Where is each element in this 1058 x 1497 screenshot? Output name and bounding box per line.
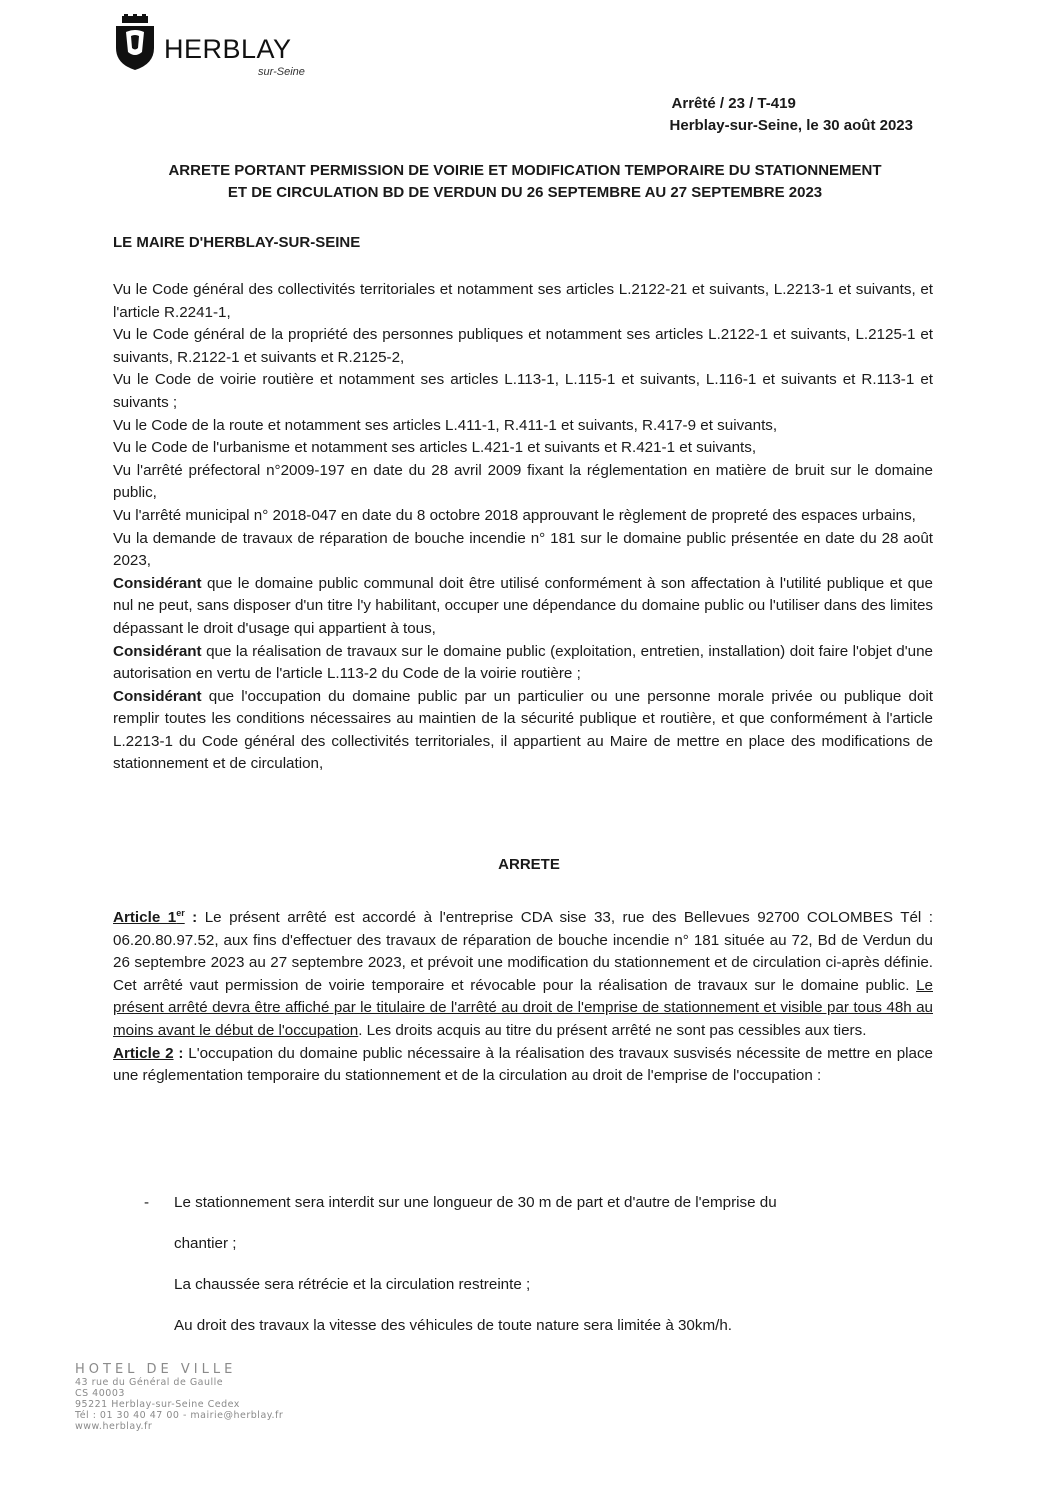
- list-item: [113, 1309, 933, 1342]
- measure-text: La chaussée sera rétrécie et la circulation restreinte ;: [174, 1276, 531, 1293]
- measures-list: [113, 1186, 933, 1342]
- article-2-colon: :: [173, 1044, 184, 1062]
- footer-address: [75, 1363, 375, 1432]
- considerant-keyword: Considérant: [113, 574, 202, 592]
- city-logo: [112, 14, 332, 78]
- logo-name: HERBLAY: [164, 34, 292, 64]
- footer-line: 43 rue du Général de Gaulle: [75, 1377, 224, 1388]
- article-2: [113, 1043, 933, 1088]
- article-1-label-sup: er: [176, 908, 185, 918]
- article-1-text: Le présent arrêté est accordé à l'entreprise CDA sise 33, rue des Bellevues 92700 COLOMBES Tél : 06.20.80.97.52, aux fins d'effectuer des travaux de réparation de bouche incendie n° 181 située au 72, Bd de Verdun du 26 septembre 2023 au 27 septembre 2023, et prévoit une modification du stationnement et de circulation ci-après définie. Cet arrêté vaut permission de voirie temporaire et révocable pour la réalisation de travaux sur le domaine public.: [113, 909, 933, 994]
- place-date: Herblay-sur-Seine, le 30 août 2023: [669, 117, 913, 134]
- considerant-text: que le domaine public communal doit être utilisé conformément à son affectation à l'utilité publique et que nul ne peut, sans disposer d'un titre l'y habilitant, occuper une dépendance du domaine public ou l'utiliser dans des limites dépassant le droit d'usage qui appartient à tous,: [113, 574, 933, 637]
- visa: Vu le Code général de la propriété des personnes publiques et notamment ses articles L.2122-1 et suivants, L.2125-1 et suivants, R.2122-1 et suivants et R.2125-2,: [113, 326, 933, 366]
- visa: Vu le Code général des collectivités territoriales et notamment ses articles L.2122-21 et suivants, L.2213-1 et suivants, et l'article R.2241-1,: [113, 281, 933, 321]
- visa: Vu l'arrêté municipal n° 2018-047 en date du 8 octobre 2018 approuvant le règlement de propreté des espaces urbains,: [113, 506, 916, 524]
- article-2-label: Article 2: [113, 1044, 174, 1062]
- visa: Vu la demande de travaux de réparation de bouche incendie n° 181 sur le domaine public présentée en date du 28 août 2023,: [113, 529, 933, 570]
- title-line-1: ARRETE PORTANT PERMISSION DE VOIRIE ET MODIFICATION TEMPORAIRE DU STATIONNEMENT: [168, 162, 882, 179]
- considerant: [113, 686, 933, 776]
- authority-heading: LE MAIRE D'HERBLAY-SUR-SEINE: [113, 234, 361, 251]
- footer-title: HOTEL DE VILLE: [75, 1362, 237, 1377]
- footer-line: 95221 Herblay-sur-Seine Cedex: [75, 1399, 240, 1410]
- footer-line: www.herblay.fr: [75, 1421, 153, 1432]
- reference-block: [670, 93, 913, 137]
- measure-text: chantier ;: [174, 1235, 237, 1252]
- list-item: [113, 1227, 933, 1260]
- article-1-label-text: Article 1: [113, 909, 177, 927]
- title-line-2: ET DE CIRCULATION BD DE VERDUN DU 26 SEPTEMBRE AU 27 SEPTEMBRE 2023: [227, 184, 823, 201]
- considerant-keyword: Considérant: [113, 687, 202, 705]
- article-1-underlined: Le présent arrêté devra être affiché par le titulaire de l'arrêté au droit de l'emprise de stationnement et visible par tous 48h au moins avant le début de l'occupation: [113, 976, 933, 1040]
- arrete-heading: ARRETE: [498, 856, 560, 873]
- coat-of-arms-icon: [112, 14, 158, 72]
- article-2-text: L'occupation du domaine public nécessaire à la réalisation des travaux susvisés nécessite de mettre en place une réglementation temporaire du stationnement et de la circulation au droit de l'emprise de l'occupation :: [113, 1044, 934, 1085]
- list-item: [113, 1186, 933, 1219]
- considerant: [113, 641, 933, 686]
- footer-line: Tél : 01 30 40 47 00 - mairie@herblay.fr: [75, 1410, 284, 1421]
- visa: Vu le Code de la route et notamment ses articles L.411-1, R.411-1 et suivants, R.417-9 et suivants,: [113, 416, 778, 434]
- articles: [113, 902, 933, 1088]
- visa: Vu le Code de l'urbanisme et notamment ses articles L.421-1 et suivants et R.421-1 et suivants,: [113, 439, 757, 457]
- decree-reference: Arrêté / 23 / T-419: [671, 95, 796, 112]
- article-1-text-end: . Les droits acquis au titre du présent arrêté ne sont pas cessibles aux tiers.: [358, 1022, 867, 1040]
- footer-line: CS 40003: [75, 1388, 125, 1399]
- logo-subtitle: sur-Seine: [258, 66, 305, 78]
- decree-title: [120, 160, 930, 204]
- article-1-label: [113, 909, 185, 926]
- considerant-text: que l'occupation du domaine public par un particulier ou une personne morale privée ou publique doit remplir toutes les conditions nécessaires au maintien de la sécurité publique et routière, et que conformément à l'article L.2213-1 du Code général des collectivités territoriales, il appartient au Maire de mettre en place des modifications de stationnement et de circulation,: [113, 687, 933, 773]
- preamble: [113, 279, 933, 776]
- considerant-keyword: Considérant: [113, 642, 202, 660]
- measure-text: Au droit des travaux la vitesse des véhicules de toute nature sera limitée à 30km/h.: [174, 1317, 733, 1334]
- list-item: [113, 1268, 933, 1301]
- visa: Vu l'arrêté préfectoral n°2009-197 en date du 28 avril 2009 fixant la réglementation en matière de bruit sur le domaine public,: [113, 461, 933, 502]
- measure-text: Le stationnement sera interdit sur une longueur de 30 m de part et d'autre de l'emprise du: [174, 1194, 777, 1211]
- considerant-text: que la réalisation de travaux sur le domaine public (exploitation, entretien, installation) doit faire l'objet d'une autorisation en vertu de l'article L.113-2 du Code de la voirie routière ;: [113, 642, 933, 683]
- article-1-colon: :: [184, 909, 198, 927]
- article-1: [113, 902, 933, 1043]
- considerant: [113, 573, 933, 641]
- dash-marker: -: [144, 1194, 150, 1211]
- visa: Vu le Code de voirie routière et notamment ses articles L.113-1, L.115-1 et suivants, L.116-1 et suivants et R.113-1 et suivants ;: [113, 371, 933, 411]
